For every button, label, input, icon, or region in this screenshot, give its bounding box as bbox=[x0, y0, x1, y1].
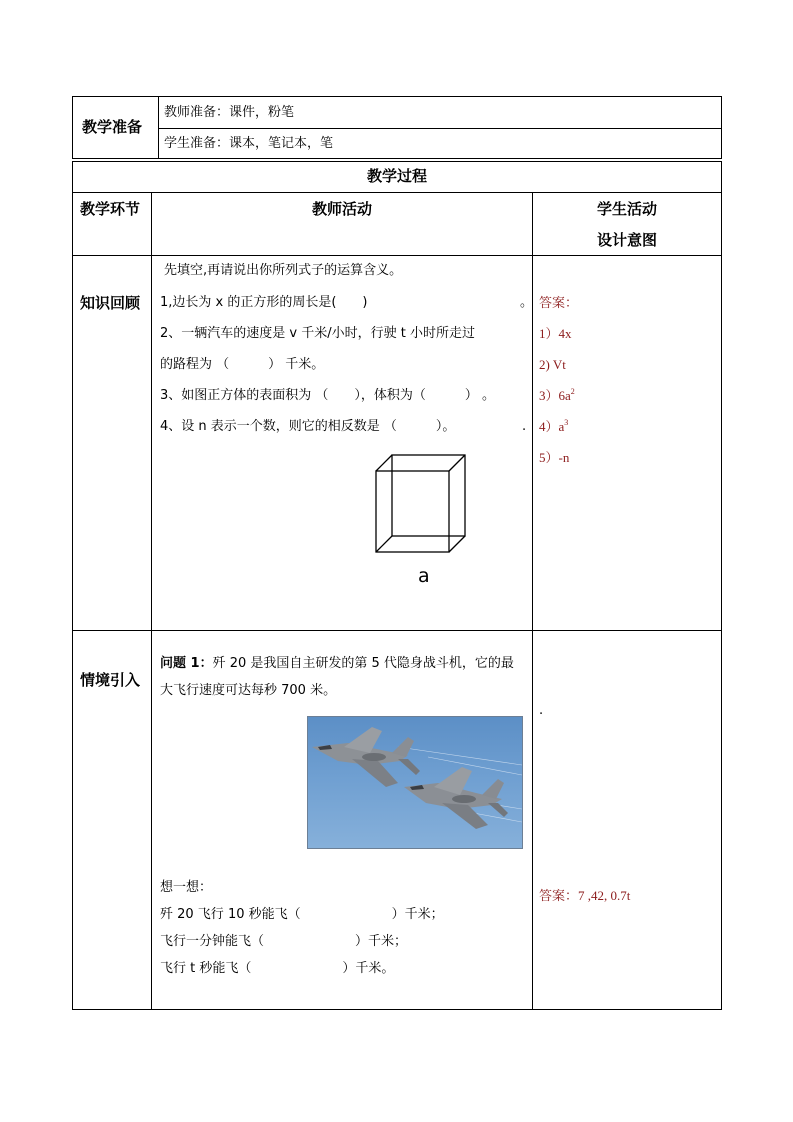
teacher-prep: 教师准备：课件，粉笔 bbox=[164, 105, 295, 120]
header-student-activity: 学生活动 bbox=[596, 200, 657, 218]
scene-dot: . bbox=[539, 703, 544, 718]
review-intro: 先填空,再请说出你所列式子的运算含义。 bbox=[164, 263, 403, 278]
prep-label: 教学准备 bbox=[82, 118, 143, 136]
scene-problem-line2: 大飞行速度可达每秒 700 米。 bbox=[160, 683, 337, 698]
review-q4-end: . bbox=[522, 419, 527, 434]
scene-label: 情境引入 bbox=[80, 671, 141, 689]
scene-problem-line1: 问题 1：歼 20 是我国自主研发的第 5 代隐身战斗机，它的最 bbox=[160, 656, 514, 671]
cube-figure bbox=[370, 450, 470, 560]
answer-5: 5）-n bbox=[539, 450, 570, 465]
review-answer-label: 答案： bbox=[539, 295, 579, 310]
scene-t1: 歼 20 飞行 10 秒能飞（ ）千米； bbox=[160, 907, 444, 922]
review-label: 知识回顾 bbox=[80, 294, 141, 312]
answer-1: 1）4x bbox=[539, 326, 572, 341]
answer-3: $3)6a^2$ bbox=[539, 387, 575, 403]
scene-t3: 飞行 t 秒能飞（ ）千米。 bbox=[160, 961, 395, 976]
student-prep: 学生准备：课本，笔记本，笔 bbox=[164, 136, 334, 151]
scene-t2: 飞行一分钟能飞（ ）千米； bbox=[160, 934, 408, 949]
answer-2: 2) Vt bbox=[539, 357, 566, 372]
review-q1: 1,边长为 x 的正方形的周长是( ) bbox=[160, 295, 368, 310]
cube-label: a bbox=[418, 565, 430, 587]
header-stage: 教学环节 bbox=[80, 200, 141, 218]
review-q4: 4、设 n 表示一个数，则它的相反数是 （ ）。 bbox=[160, 419, 456, 434]
scene-think: 想一想： bbox=[160, 880, 213, 895]
review-q1-end: 。 bbox=[520, 295, 534, 310]
review-q2b: 的路程为 （ ） 千米。 bbox=[160, 357, 325, 372]
header-design-intent: 设计意图 bbox=[596, 231, 657, 249]
scene-answer: 答案：7 ,42, 0.7t bbox=[539, 888, 631, 903]
process-title: 教学过程 bbox=[366, 167, 427, 185]
review-q3: 3、如图正方体的表面积为 （ ），体积为（ ） 。 bbox=[160, 388, 496, 403]
header-teacher-activity: 教师活动 bbox=[311, 200, 372, 218]
fighter-jet-photo bbox=[307, 716, 523, 849]
answer-4: $4)a^3$ bbox=[539, 418, 569, 434]
review-q2a: 2、一辆汽车的速度是 v 千米/小时，行驶 t 小时所走过 bbox=[160, 326, 475, 341]
